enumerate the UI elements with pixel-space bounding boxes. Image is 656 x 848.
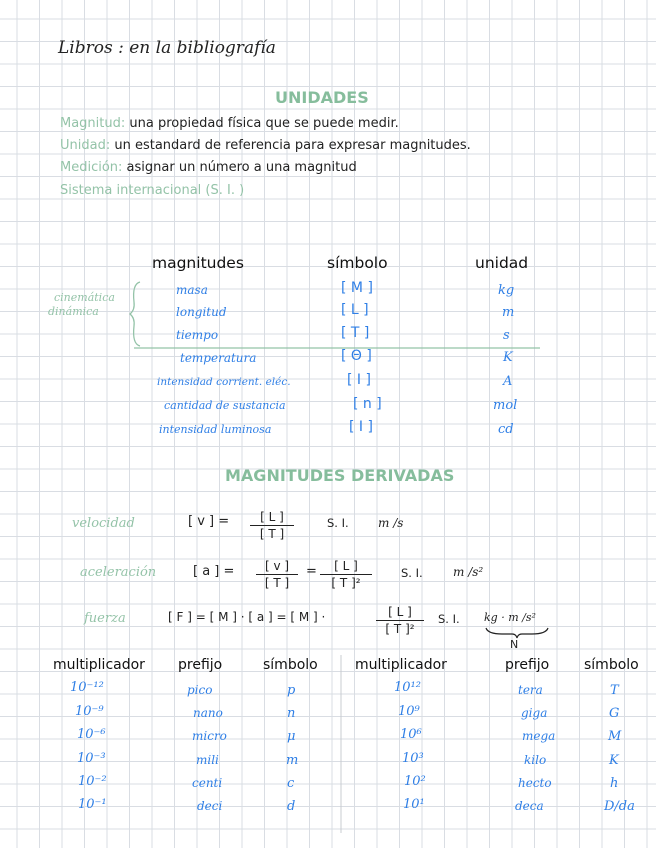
unit-masa: kg bbox=[498, 283, 515, 298]
prefix-name: giga bbox=[521, 706, 548, 720]
prefix-table-divider bbox=[338, 655, 344, 835]
prefix-symbol: K bbox=[609, 753, 619, 768]
definition-text: asignar un número a una magnitud bbox=[122, 160, 357, 175]
prefix-symbol: T bbox=[610, 683, 619, 698]
magnitude-cantidad-sustancia: cantidad de sustancia bbox=[164, 399, 286, 412]
fraction-numerator: [ L ] bbox=[260, 510, 284, 524]
fuerza-si: S. I. bbox=[438, 612, 460, 626]
symbol-intensidad-corriente: [ I ] bbox=[347, 372, 371, 388]
aceleracion-si: S. I. bbox=[401, 566, 423, 580]
fuerza-unit: kg · m /s² bbox=[484, 611, 536, 624]
prefix-name: mili bbox=[196, 753, 219, 767]
prefix-name: hecto bbox=[518, 776, 552, 790]
prefix-name: nano bbox=[193, 706, 223, 720]
derived-label-velocidad: velocidad bbox=[72, 516, 135, 531]
symbol-tiempo: [ T ] bbox=[341, 325, 370, 341]
fuerza-unit-name: N bbox=[510, 638, 519, 651]
prefix-mult: 10² bbox=[404, 774, 426, 789]
prefix-mult: 10⁻¹² bbox=[70, 680, 104, 695]
prefix-name: deci bbox=[197, 799, 223, 813]
definition-term: Medición: bbox=[60, 160, 123, 175]
symbol-temperatura: [ Θ ] bbox=[341, 348, 372, 364]
prefix-name: micro bbox=[192, 729, 227, 743]
velocidad-unit: m /s bbox=[378, 516, 404, 530]
side-label-dinamica: dinámica bbox=[48, 305, 99, 318]
section-title-derivadas: MAGNITUDES DERIVADAS bbox=[225, 466, 455, 485]
header-unidad: unidad bbox=[475, 254, 529, 272]
fraction-denominator: [ T ]² bbox=[385, 622, 415, 636]
prefix-name: pico bbox=[187, 683, 213, 697]
aceleracion-lhs: [ a ] = bbox=[193, 564, 235, 579]
prefix-symbol: m bbox=[286, 753, 299, 768]
prefix-header-multiplicador-right: multiplicador bbox=[355, 657, 447, 673]
side-label-cinematica: cinemática bbox=[54, 291, 115, 304]
aceleracion-fraction-2 bbox=[320, 559, 372, 590]
prefix-header-prefijo-right: prefijo bbox=[505, 657, 550, 673]
unit-tiempo: s bbox=[503, 328, 510, 343]
prefix-symbol: p bbox=[287, 683, 296, 698]
definition-medicion bbox=[60, 160, 357, 175]
prefix-mult: 10⁻⁹ bbox=[75, 704, 104, 719]
prefix-symbol: n bbox=[287, 706, 296, 721]
prefix-symbol: h bbox=[610, 776, 619, 791]
fraction-numerator: [ L ] bbox=[334, 559, 358, 573]
fraction-numerator: [ v ] bbox=[264, 559, 290, 573]
magnitude-temperatura: temperatura bbox=[180, 351, 257, 365]
unit-intensidad-luminosa: cd bbox=[498, 422, 514, 437]
page-title: Libros : en la bibliografía bbox=[58, 38, 276, 58]
derived-label-fuerza: fuerza bbox=[84, 611, 126, 626]
velocidad-si: S. I. bbox=[327, 516, 349, 530]
definition-magnitud bbox=[60, 116, 399, 131]
header-simbolo: símbolo bbox=[327, 254, 388, 272]
magnitude-intensidad-luminosa: intensidad luminosa bbox=[159, 423, 272, 436]
fraction-denominator: [ T ]² bbox=[331, 576, 361, 590]
prefix-mult: 10³ bbox=[402, 751, 424, 766]
fraction-denominator: [ T ] bbox=[259, 527, 285, 541]
prefix-symbol: G bbox=[609, 706, 620, 721]
header-magnitudes: magnitudes bbox=[152, 254, 244, 272]
magnitude-masa: masa bbox=[176, 283, 208, 297]
prefix-name: mega bbox=[522, 729, 556, 743]
symbol-longitud: [ L ] bbox=[341, 302, 369, 318]
unit-longitud: m bbox=[502, 305, 515, 320]
prefix-mult: 10⁻¹ bbox=[78, 797, 107, 812]
prefix-mult: 10⁶ bbox=[400, 727, 422, 742]
derived-label-aceleracion: aceleración bbox=[80, 565, 157, 580]
section-title-unidades: UNIDADES bbox=[275, 88, 369, 107]
prefix-mult: 10⁻² bbox=[78, 774, 107, 789]
prefix-header-prefijo-left: prefijo bbox=[178, 657, 223, 673]
symbol-masa: [ M ] bbox=[341, 280, 373, 296]
prefix-header-simbolo-left: símbolo bbox=[263, 657, 318, 673]
prefix-name: deca bbox=[515, 799, 544, 813]
fraction-denominator: [ T ] bbox=[264, 576, 290, 590]
prefix-header-simbolo-right: símbolo bbox=[584, 657, 639, 673]
definition-term: Unidad: bbox=[60, 138, 111, 153]
prefix-mult: 10¹ bbox=[403, 797, 425, 812]
prefix-mult: 10¹² bbox=[394, 680, 421, 695]
prefix-mult: 10⁹ bbox=[398, 704, 420, 719]
magnitude-longitud: longitud bbox=[176, 305, 227, 319]
definition-unidad bbox=[60, 138, 471, 153]
symbol-intensidad-luminosa: [ I ] bbox=[349, 419, 373, 435]
prefix-symbol: D/da bbox=[604, 799, 635, 814]
prefix-name: centi bbox=[192, 776, 223, 790]
prefix-header-multiplicador-left: multiplicador bbox=[53, 657, 145, 673]
prefix-mult: 10⁻⁶ bbox=[77, 727, 106, 742]
prefix-symbol: M bbox=[608, 729, 622, 744]
magnitude-intensidad-corriente: intensidad corrient. eléc. bbox=[157, 376, 291, 388]
unit-temperatura: K bbox=[503, 350, 513, 365]
magnitude-tiempo: tiempo bbox=[176, 328, 219, 342]
prefix-name: kilo bbox=[524, 753, 547, 767]
aceleracion-unit: m /s² bbox=[453, 565, 484, 579]
prefix-symbol: d bbox=[287, 799, 296, 814]
fraction-numerator: [ L ] bbox=[388, 605, 412, 619]
prefix-symbol: c bbox=[287, 776, 295, 791]
aceleracion-fraction-1 bbox=[256, 559, 298, 590]
fuerza-fraction bbox=[376, 605, 424, 636]
unit-intensidad-corriente: A bbox=[503, 374, 513, 389]
definition-text: una propiedad física que se puede medir. bbox=[125, 116, 399, 131]
prefix-mult: 10⁻³ bbox=[77, 751, 106, 766]
system-si: Sistema internacional (S. I. ) bbox=[60, 183, 245, 198]
fuerza-lhs: [ F ] = [ M ] · [ a ] = [ M ] · bbox=[168, 610, 326, 624]
prefix-symbol: μ bbox=[287, 729, 296, 744]
velocidad-lhs: [ v ] = bbox=[188, 514, 230, 529]
unit-cantidad-sustancia: mol bbox=[493, 398, 518, 413]
symbol-cantidad-sustancia: [ n ] bbox=[353, 396, 382, 412]
definition-text: un estandard de referencia para expresar magnitudes. bbox=[110, 138, 471, 153]
prefix-name: tera bbox=[518, 683, 543, 697]
aceleracion-equals: = bbox=[306, 564, 317, 579]
velocidad-fraction bbox=[250, 510, 294, 541]
definition-term: Magnitud: bbox=[60, 116, 126, 131]
